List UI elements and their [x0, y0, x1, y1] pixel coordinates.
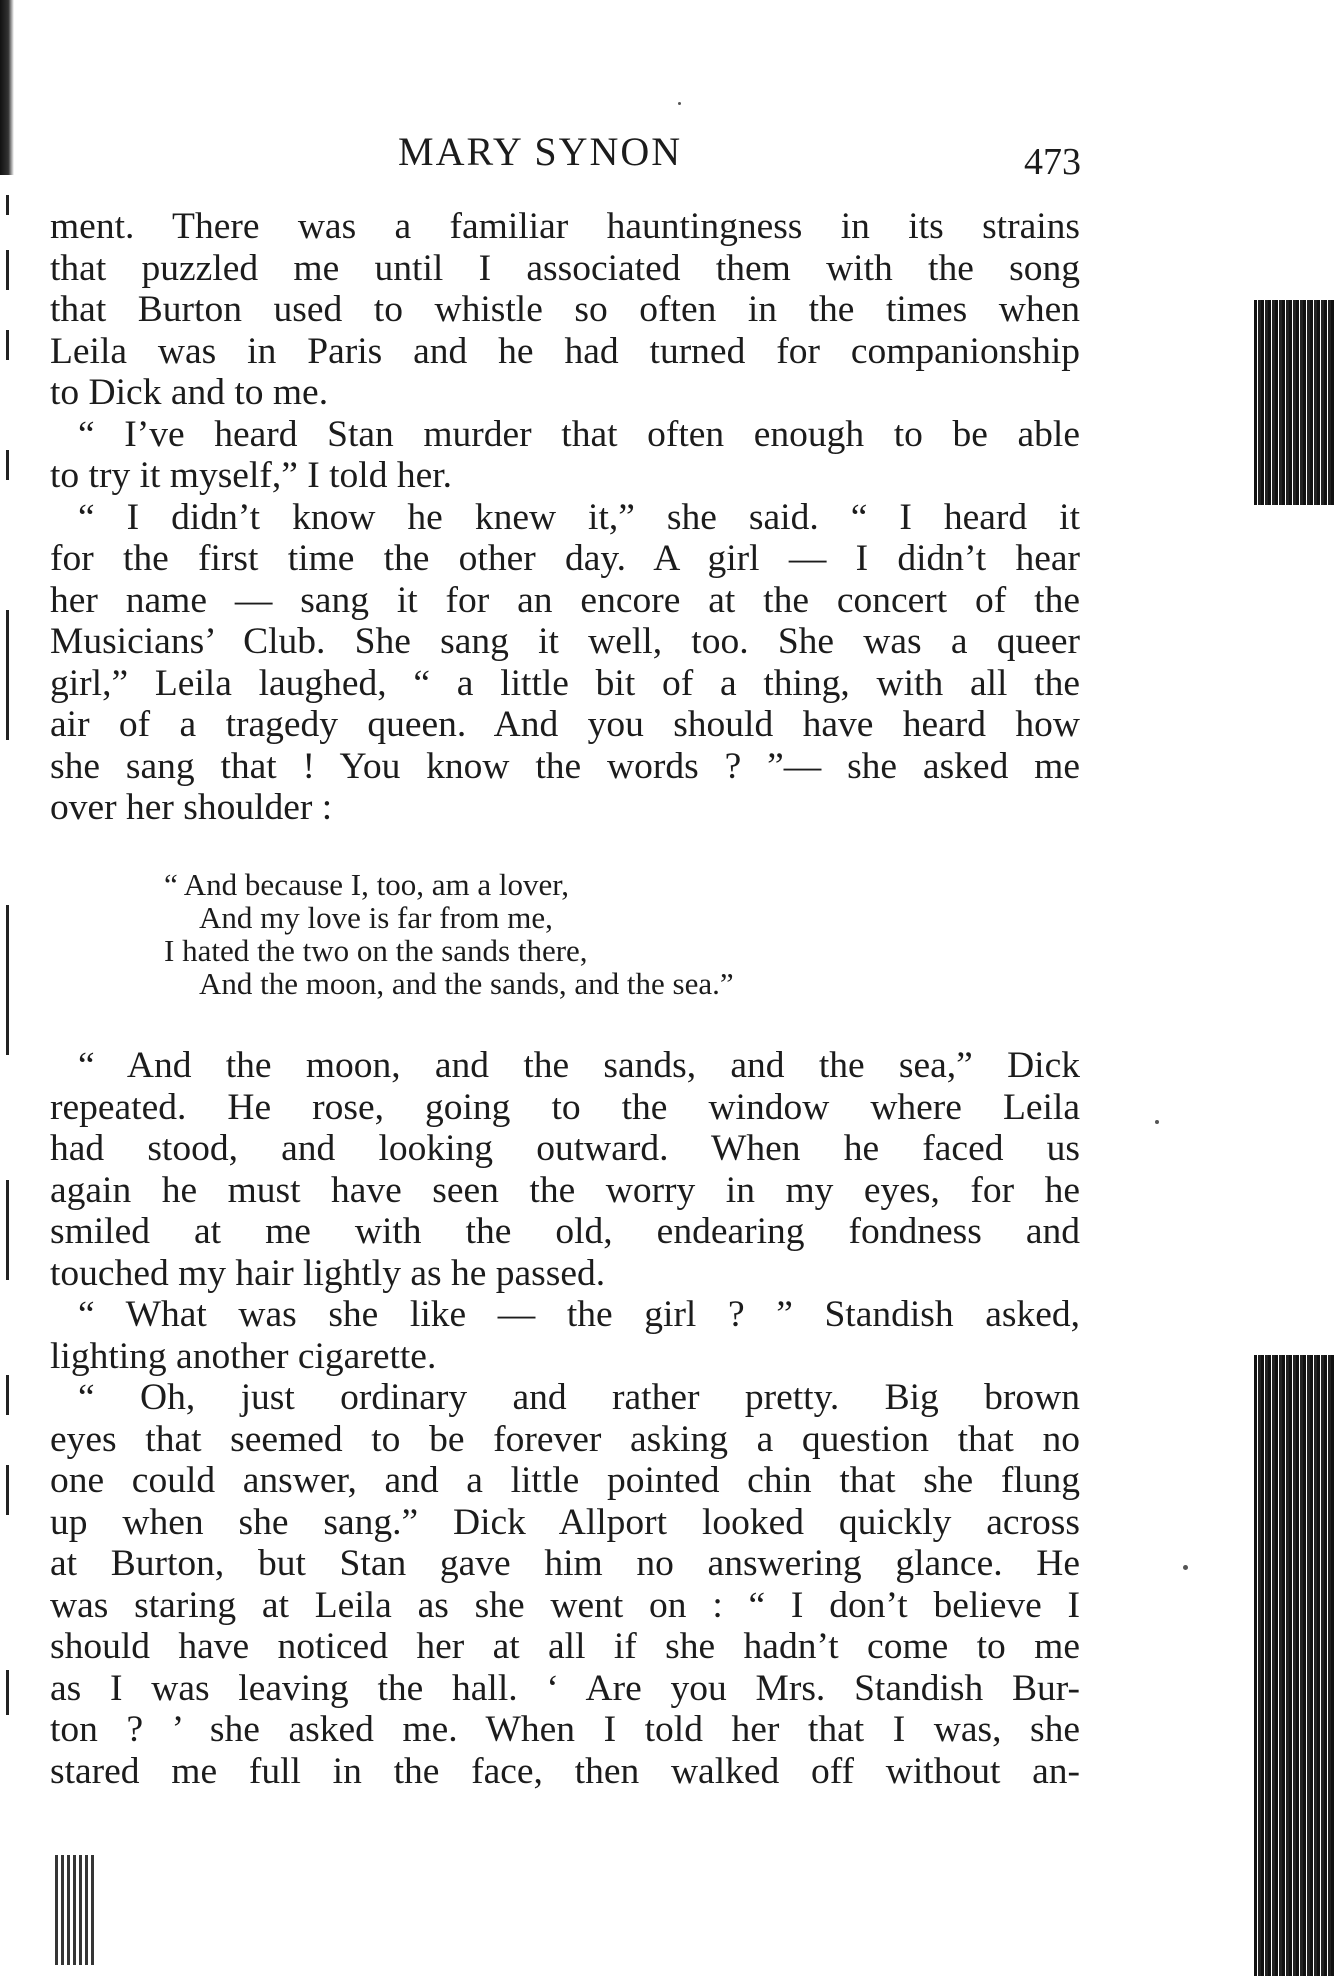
text-line: “ And the moon, and the sands, and the sea,” Dick: [78, 1045, 1080, 1086]
text-line: to try it myself,” I told her.: [50, 455, 453, 496]
scan-mark: [6, 250, 9, 290]
scan-edge-dark: [1254, 300, 1334, 505]
paragraph: [50, 1377, 1080, 1792]
text-line: had stood, and looking outward. When he faced us: [50, 1128, 1080, 1169]
scan-mark: [6, 905, 9, 1055]
paragraph: [50, 206, 1080, 414]
text-line: air of a tragedy queen. And you should have heard how: [50, 704, 1080, 745]
text-line: Musicians’ Club. She sang it well, too. She was a queer: [50, 621, 1080, 662]
text-line: to Dick and to me.: [50, 372, 329, 413]
text-line: her name — sang it for an encore at the concert of the: [50, 579, 1080, 621]
text-line: one could answer, and a little pointed chin that she flung: [50, 1460, 1080, 1501]
scan-mark: [6, 1670, 9, 1715]
text-line: as I was leaving the hall. ‘ Are you Mrs. Standish Bur-: [50, 1667, 1080, 1709]
page-header: [0, 128, 1334, 183]
running-head: MARY SYNON: [398, 129, 683, 174]
text-line: ment. There was a familiar hauntingness in its strains: [50, 206, 1080, 247]
text-line: was staring at Leila as she went on : “ I don’t believe I: [50, 1584, 1080, 1626]
text-line: stared me full in the face, then walked off without an-: [50, 1750, 1080, 1792]
verse-line: And the moon, and the sands, and the sea.”: [199, 966, 734, 1001]
text-line: that puzzled me until I associated them with the song: [50, 247, 1080, 289]
text-line: repeated. He rose, going to the window where Leila: [50, 1086, 1080, 1128]
scan-mark: [6, 610, 9, 740]
verse-line: And my love is far from me,: [199, 900, 553, 935]
scan-speck: [1155, 1120, 1159, 1124]
text-line: that Burton used to whistle so often in the times when: [50, 289, 1080, 330]
text-line: girl,” Leila laughed, “ a little bit of a thing, with all the: [50, 662, 1080, 704]
text-line: she sang that ! You know the words ? ”— she asked me: [50, 745, 1080, 787]
text-line: Leila was in Paris and he had turned for companionship: [50, 330, 1080, 372]
text-line: up when she sang.” Dick Allport looked quickly across: [50, 1501, 1080, 1543]
text-line: over her shoulder :: [50, 787, 333, 828]
verse-quotation: [164, 868, 734, 1000]
text-line: should have noticed her at all if she hadn’t come to me: [50, 1626, 1080, 1667]
scan-mark: [6, 195, 9, 215]
text-line: at Burton, but Stan gave him no answering glance. He: [50, 1543, 1080, 1584]
paragraph: [50, 1294, 1080, 1377]
paragraph: [50, 1045, 1080, 1294]
text-line: “ I didn’t know he knew it,” she said. “ I heard it: [78, 496, 1080, 538]
scan-mark: [6, 450, 9, 480]
verse-line: I hated the two on the sands there,: [164, 933, 588, 968]
scan-mark: [6, 330, 9, 360]
scan-mark: [6, 1465, 9, 1515]
text-line: for the first time the other day. A girl — I didn’t hear: [50, 538, 1080, 579]
text-line: ton ? ’ she asked me. When I told her that I was, she: [50, 1709, 1080, 1750]
body-text-top: [50, 206, 1080, 829]
scan-edge-dark: [1254, 1355, 1334, 1976]
text-line: “ Oh, just ordinary and rather pretty. Big brown: [78, 1377, 1080, 1418]
scan-mark: [6, 1180, 9, 1280]
paragraph: [50, 497, 1080, 829]
scan-speck: [678, 102, 681, 105]
text-line: eyes that seemed to be forever asking a question that no: [50, 1418, 1080, 1460]
scan-mark: [6, 1375, 9, 1415]
scan-binding-marks: [55, 1855, 95, 1965]
text-line: “ I’ve heard Stan murder that often enough to be able: [78, 413, 1080, 455]
text-line: smiled at me with the old, endearing fondness and: [50, 1211, 1080, 1252]
scan-speck: [1183, 1565, 1188, 1570]
body-text-bottom: [50, 1045, 1080, 1792]
text-line: “ What was she like — the girl ? ” Standish asked,: [78, 1294, 1080, 1335]
paragraph: [50, 414, 1080, 497]
text-line: touched my hair lightly as he passed.: [50, 1252, 606, 1294]
page-number: 473: [1024, 141, 1081, 183]
text-line: lighting another cigarette.: [50, 1335, 437, 1377]
text-line: again he must have seen the worry in my eyes, for he: [50, 1169, 1080, 1211]
verse-line: “ And because I, too, am a lover,: [164, 867, 570, 902]
